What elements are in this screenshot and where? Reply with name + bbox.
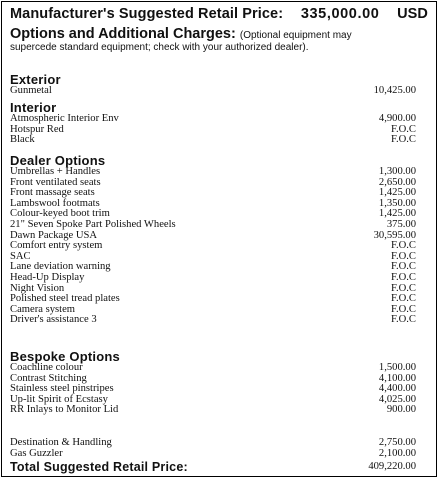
line-item [10, 273, 416, 284]
dealer-options-section [10, 155, 416, 326]
window-sticker [1, 1, 437, 477]
line-item [10, 125, 416, 136]
line-item-label: Destination & Handling [10, 437, 112, 448]
line-item [10, 438, 416, 449]
msrp-label: Manufacturer's Suggested Retail Price: [10, 6, 284, 22]
section-title: Dealer Options [10, 153, 106, 168]
line-item-label: Lane deviation warning [10, 261, 111, 273]
line-item-label: Comfort entry system [10, 240, 103, 252]
line-item-label: Black [10, 134, 35, 146]
charges-section [10, 438, 416, 459]
line-item-amount: 900.00 [386, 404, 416, 416]
line-item-label: Night Vision [10, 282, 65, 294]
line-item [10, 167, 416, 178]
exterior-section [10, 74, 416, 97]
total-value: 409,220.00 [368, 461, 416, 472]
section-title: Interior [10, 100, 57, 115]
msrp-currency: USD [397, 6, 428, 22]
options-heading-text: Options and Additional Charges: [10, 26, 236, 42]
line-item-label: Head-Up Display [10, 271, 85, 283]
line-item-label: Polished steel tread plates [10, 293, 120, 305]
line-item-amount: 1,425.00 [378, 187, 416, 199]
line-item-amount: F.O.C [390, 240, 416, 252]
total-line [10, 460, 416, 474]
line-item-label: Colour-keyed boot trim [10, 208, 110, 220]
line-item [10, 241, 416, 252]
line-item-amount: 10,425.00 [373, 85, 416, 96]
line-item-amount: F.O.C [390, 134, 416, 146]
section-title: Exterior [10, 72, 61, 87]
line-item-amount: 4,100.00 [378, 372, 416, 384]
line-item [10, 114, 416, 125]
line-item-label: Lambswool footmats [10, 197, 100, 209]
line-item-label: Contrast Stitching [10, 372, 87, 384]
line-item-label: Dawn Package USA [10, 229, 98, 241]
line-item-label: Hotspur Red [10, 123, 64, 135]
total-label: Total Suggested Retail Price: [10, 460, 188, 474]
line-item-label: Umbrellas + Handles [10, 166, 101, 177]
line-item-label: Gas Guzzler [10, 447, 63, 459]
options-note-line1: (Optional equipment may [239, 30, 352, 41]
line-item-label: Coachline colour [10, 362, 83, 373]
interior-section [10, 102, 416, 146]
line-item-amount: 4,025.00 [378, 393, 416, 405]
line-item-amount: 4,900.00 [378, 113, 416, 124]
line-item-label: SAC [10, 250, 31, 262]
line-item-amount: F.O.C [390, 303, 416, 315]
line-item-amount: 30,595.00 [373, 229, 416, 241]
line-item-amount: 375.00 [386, 218, 416, 230]
line-item-amount: F.O.C [390, 123, 416, 135]
line-item-amount: 1,300.00 [378, 166, 416, 177]
line-item-label: Up-lit Spirit of Ecstasy [10, 393, 108, 405]
line-item-label: Front ventilated seats [10, 176, 101, 188]
line-item-label: Gunmetal [10, 85, 52, 96]
msrp-value: 335,000.00 [300, 6, 380, 22]
line-item-label: 21" Seven Spoke Part Polished Wheels [10, 218, 176, 230]
line-item-label: Camera system [10, 303, 76, 315]
line-item-amount: F.O.C [390, 250, 416, 262]
line-item-amount: F.O.C [390, 271, 416, 283]
line-item-amount: 1,500.00 [378, 362, 416, 373]
line-item [10, 220, 416, 231]
line-item-label: Stainless steel pinstripes [10, 383, 114, 395]
line-item-amount: 2,750.00 [378, 437, 416, 448]
line-item [10, 315, 416, 326]
line-item [10, 405, 416, 416]
line-item-label: RR Inlays to Monitor Lid [10, 404, 119, 416]
line-item-amount: F.O.C [390, 261, 416, 273]
options-heading [10, 26, 352, 42]
line-item-amount: F.O.C [390, 282, 416, 294]
line-item [10, 135, 416, 146]
bespoke-options-section [10, 351, 416, 416]
line-item-amount: 4,400.00 [378, 383, 416, 395]
line-item-amount: 1,425.00 [378, 208, 416, 220]
line-item [10, 363, 416, 374]
line-item-amount: 1,350.00 [378, 197, 416, 209]
line-item-amount: F.O.C [390, 293, 416, 305]
line-item-amount: 2,650.00 [378, 176, 416, 188]
section-title: Bespoke Options [10, 349, 120, 364]
line-item-label: Front massage seats [10, 187, 95, 199]
msrp-line [10, 6, 428, 22]
line-item [10, 86, 416, 97]
line-item-label: Atmospheric Interior Env [10, 113, 119, 124]
line-item-amount: 2,100.00 [378, 447, 416, 459]
line-item-amount: F.O.C [390, 314, 416, 326]
line-item [10, 449, 416, 460]
options-note-line2: supercede standard equipment; check with your authorized dealer). [10, 42, 309, 53]
line-item-label: Driver's assistance 3 [10, 314, 97, 326]
